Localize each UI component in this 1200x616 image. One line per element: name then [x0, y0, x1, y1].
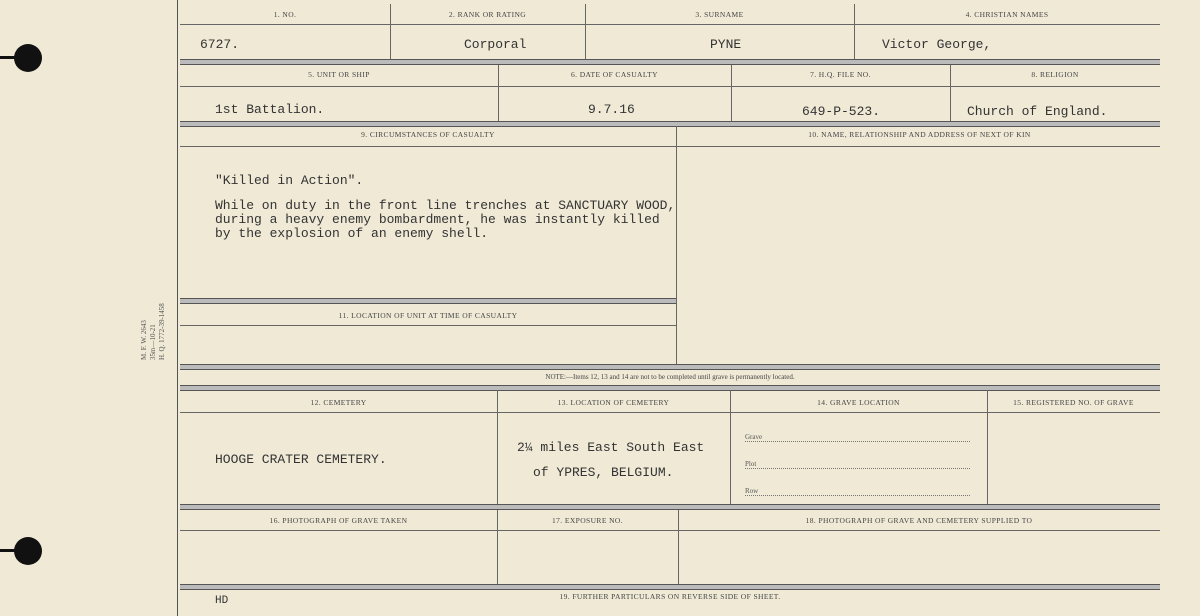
label-next-of-kin: 10. NAME, RELATIONSHIP AND ADDRESS OF NEXT OF KIN	[808, 130, 1031, 139]
location-cemetery-line2: of YPRES, BELGIUM.	[533, 465, 674, 480]
label-surname: 3. SURNAME	[695, 10, 744, 19]
file-value: 649-P-523.	[802, 104, 881, 119]
service-number: 6727.	[200, 37, 240, 52]
hq-code: H. Q. 1772-39-1458	[158, 303, 166, 360]
label-exposure: 17. EXPOSURE NO.	[552, 516, 623, 525]
location-cemetery-line1: 2¼ miles East South East	[517, 440, 705, 455]
christian-names-value: Victor George,	[882, 37, 992, 52]
label-location-unit: 11. LOCATION OF UNIT AT TIME OF CASUALTY	[338, 311, 518, 320]
punch-hole	[14, 44, 42, 72]
grave-label: Grave	[745, 433, 763, 441]
label-rank: 2. RANK OR RATING	[448, 10, 527, 19]
grave-field	[745, 433, 970, 442]
rank-value: Corporal	[464, 37, 527, 52]
label-circumstances: 9. CIRCUMSTANCES OF CASUALTY	[361, 130, 495, 139]
label-photograph: 16. PHOTOGRAPH OF GRAVE TAKEN	[269, 516, 408, 525]
row-label: Row	[745, 487, 759, 495]
label-christian: 4. CHRISTIAN NAMES	[965, 10, 1049, 19]
print-run: 35m—10-21	[149, 324, 157, 360]
note: NOTE:—Items 12, 13 and 14 are not to be completed until grave is permanently located.	[545, 373, 795, 381]
label-photo-supplied: 18. PHOTOGRAPH OF GRAVE AND CEMETERY SUPPLIED TO	[805, 516, 1033, 525]
label-date: 6. DATE OF CASUALTY	[571, 70, 658, 79]
label-cemetery: 12. CEMETERY	[310, 398, 367, 407]
cemetery-value: HOOGE CRATER CEMETERY.	[215, 452, 387, 467]
unit-value: 1st Battalion.	[215, 102, 325, 117]
form-code: M. F. W. 2643	[140, 320, 148, 360]
label-location-cemetery: 13. LOCATION OF CEMETERY	[557, 398, 670, 407]
circumstances-title: "Killed in Action".	[215, 173, 364, 188]
row-field	[745, 487, 970, 496]
label-further-particulars: 19. FURTHER PARTICULARS ON REVERSE SIDE OF SHEET.	[559, 592, 781, 601]
label-unit: 5. UNIT OR SHIP	[308, 70, 370, 79]
religion-value: Church of England.	[967, 104, 1108, 119]
plot-field	[745, 460, 970, 469]
label-registered-no: 15. REGISTERED NO. OF GRAVE	[1013, 398, 1134, 407]
label-grave-location: 14. GRAVE LOCATION	[817, 398, 900, 407]
initials: HD	[215, 595, 229, 607]
label-file: 7. H.Q. FILE NO.	[810, 70, 871, 79]
surname-value: PYNE	[710, 37, 742, 52]
label-no: 1. NO.	[273, 10, 297, 19]
circumstances-text: While on duty in the front line trenches at SANCTUARY WOOD, during a heavy enemy bombardment, he was instantly killed by the explosion of an enemy shell.	[215, 198, 676, 241]
punch-hole	[14, 537, 42, 565]
plot-label: Plot	[745, 460, 757, 468]
date-value: 9.7.16	[588, 102, 635, 117]
label-religion: 8. RELIGION	[1031, 70, 1079, 79]
